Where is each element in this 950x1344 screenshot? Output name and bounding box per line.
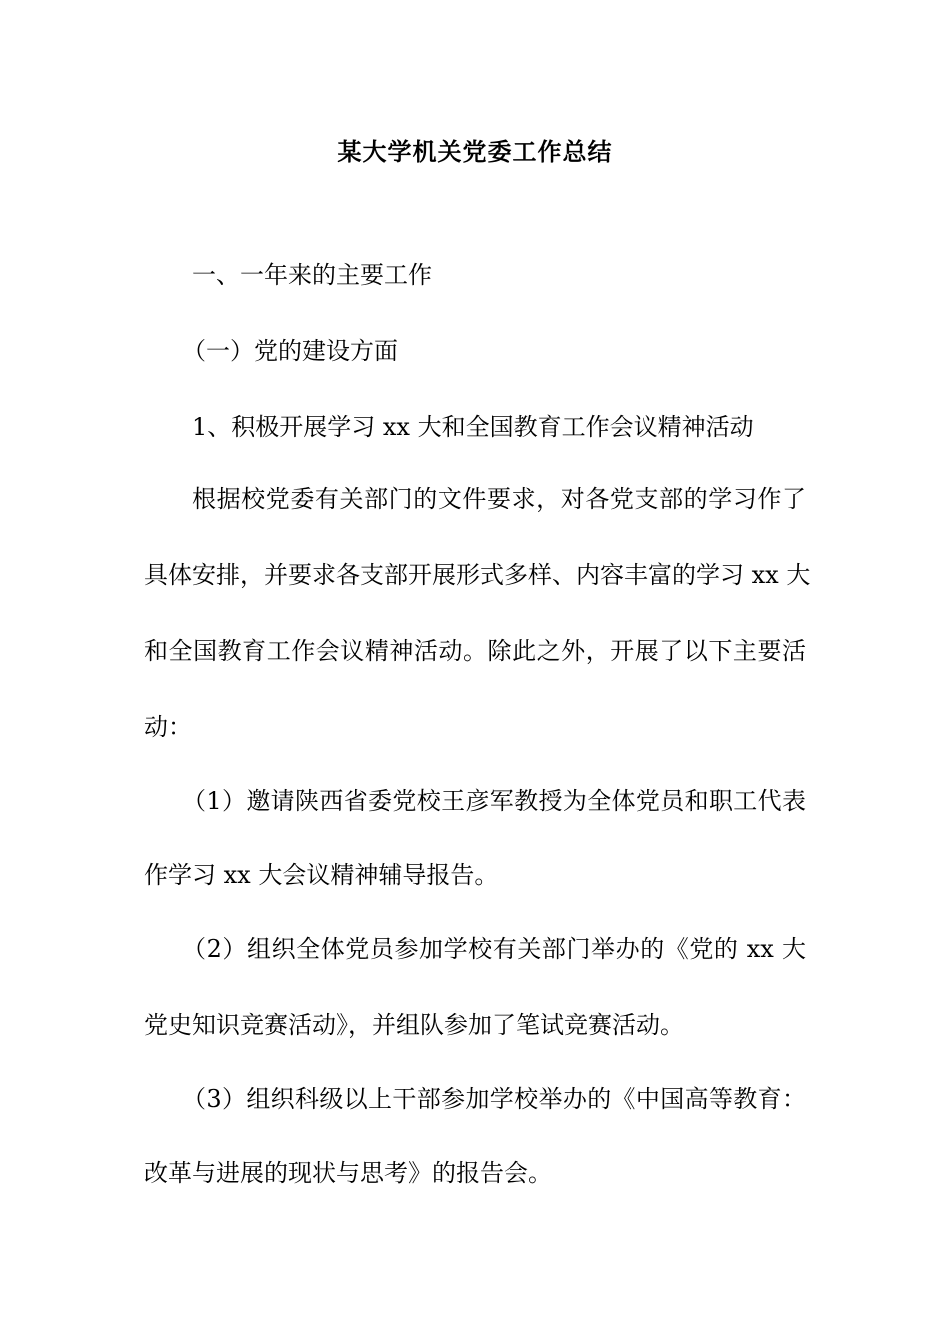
paragraph-line: 具体安排，并要求各支部开展形式多样、内容丰富的学习 xx 大	[144, 561, 811, 589]
list-item-line: （1）邀请陕西省委党校王彦军教授为全体党员和职工代表	[182, 787, 806, 815]
subsection-heading: （一）党的建设方面	[182, 337, 398, 365]
paragraph-line: 和全国教育工作会议精神活动。除此之外，开展了以下主要活	[144, 637, 806, 665]
document-title: 某大学机关党委工作总结	[337, 138, 613, 166]
list-item-line: （3）组织科级以上干部参加学校举办的《中国高等教育：	[182, 1085, 806, 1113]
list-item-line: 作学习 xx 大会议精神辅导报告。	[144, 861, 499, 889]
list-item-line: 改革与进展的现状与思考》的报告会。	[144, 1159, 552, 1187]
list-item-line: （2）组织全体党员参加学校有关部门举办的《党的 xx 大	[182, 935, 806, 963]
item-heading: 1、积极开展学习 xx 大和全国教育工作会议精神活动	[192, 413, 754, 441]
paragraph-line: 动：	[144, 713, 192, 741]
paragraph-line: 根据校党委有关部门的文件要求，对各党支部的学习作了	[192, 485, 806, 513]
section-heading: 一、一年来的主要工作	[192, 261, 432, 289]
list-item-line: 党史知识竞赛活动》，并组队参加了笔试竞赛活动。	[144, 1011, 684, 1039]
